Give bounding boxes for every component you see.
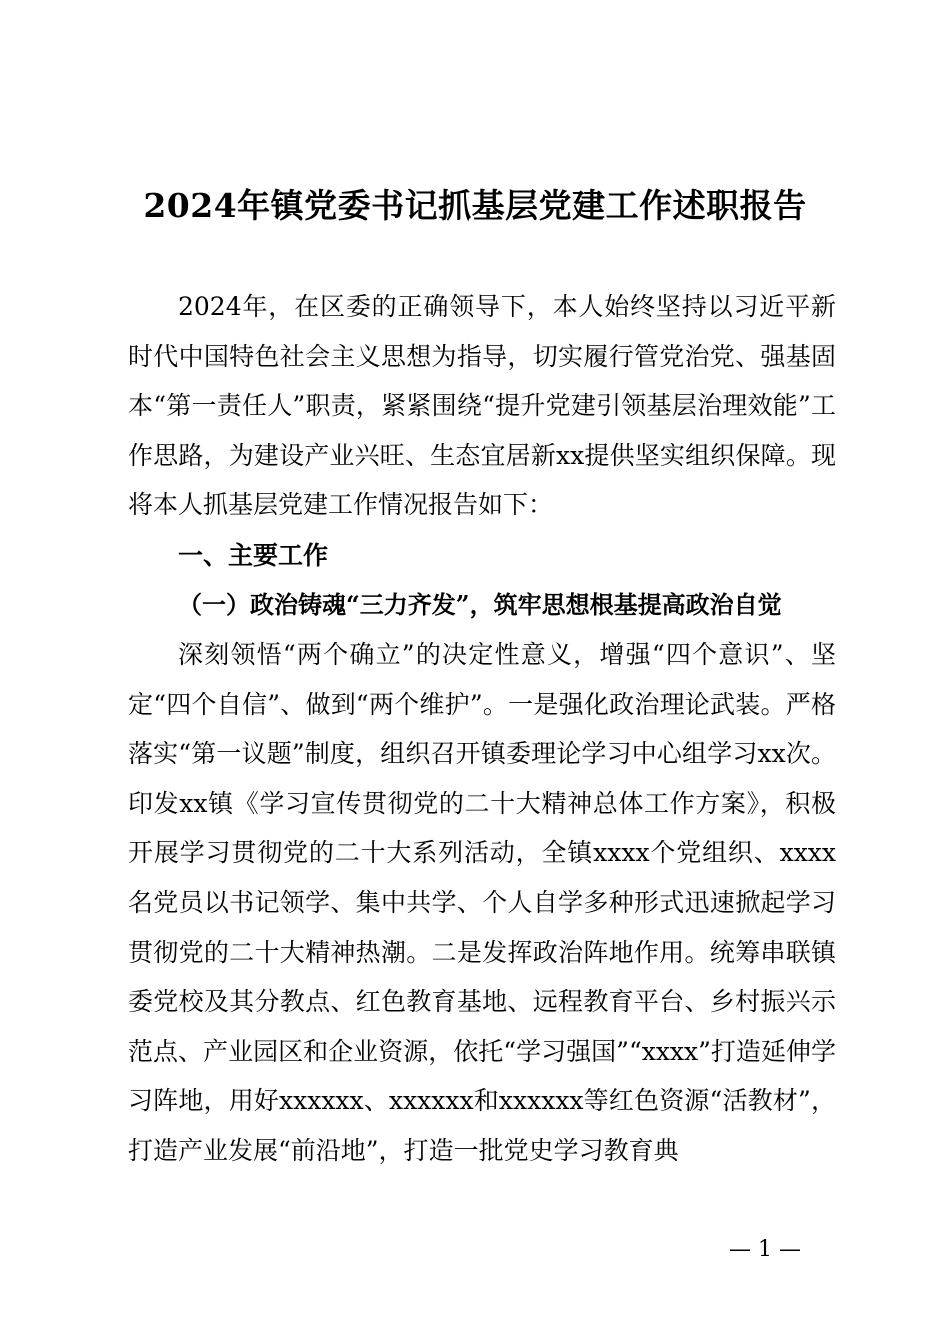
section-heading: 一、主要工作 [178, 541, 329, 570]
intro-paragraph: 2024年，在区委的正确领导下，本人始终坚持以习近平新时代中国特色社会主义思想为指导，切实履行管党治党、强基固本“第一责任人”职责，紧紧围绕“提升党建引领基层治理效能”工作思路，为建设产业兴旺、生态宜居新xx提供坚实组织保障。现将本人抓基层党建工作情况报告如下： [128, 292, 836, 520]
subsection-heading: （一）政治铸魂“三力齐发”，筑牢思想根基提高政治自觉 [178, 590, 782, 619]
document-title: 2024年镇党委书记抓基层党建工作述职报告 [143, 186, 807, 225]
page-number: — 1 — [729, 1237, 801, 1262]
body-paragraph: 深刻领悟“两个确立”的决定性意义，增强“四个意识”、坚定“四个自信”、做到“两个维护”。一是强化政治理论武装。严格落实“第一议题”制度，组织召开镇委理论学习中心组学习xx次。印发xx镇《学习宣传贯彻党的二十大精神总体工作方案》，积极开展学习贯彻党的二十大系列活动，全镇xxxx个党组织、xxxx名党员以书记领学、集中共学、个人自学多种形式迅速掀起学习贯彻党的二十大精神热潮。二是发挥政治阵地作用。统筹串联镇委党校及其分教点、红色教育基地、远程教育平台、乡村振兴示范点、产业园区和企业资源，依托“学习强国”“xxxx”打造延伸学习阵地，用好xxxxxx、xxxxxx和xxxxxx等红色资源“活教材”，打造产业发展“前沿地”，打造一批党史学习教育典 [128, 640, 836, 1165]
